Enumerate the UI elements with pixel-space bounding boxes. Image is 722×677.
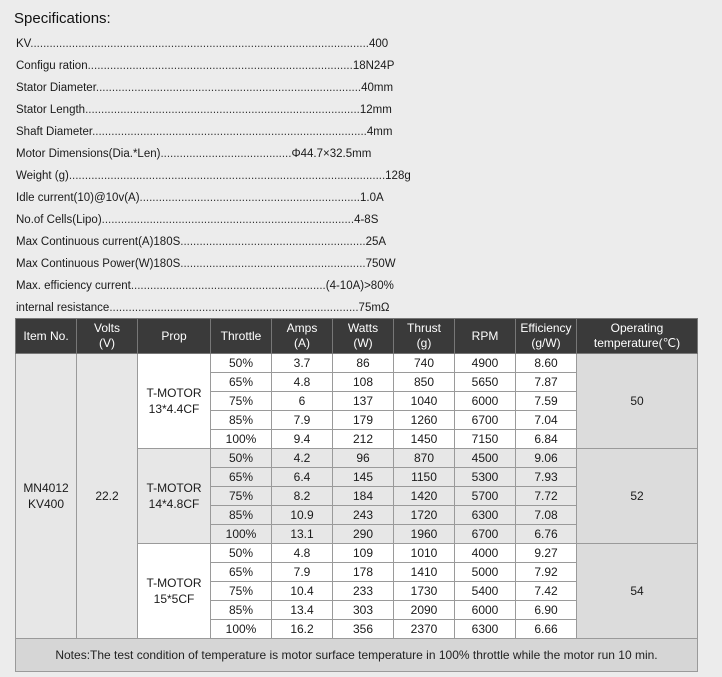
spec-leader-dots: ...................................................................................................	[68, 170, 386, 182]
rpm-cell: 5000	[455, 563, 516, 582]
header-watts: Watts (W)	[333, 319, 394, 354]
temperature-cell: 52	[577, 449, 698, 544]
thrust-cell: 1720	[394, 506, 455, 525]
prop-brand: T-MOTOR	[146, 386, 202, 400]
thrust-cell: 1420	[394, 487, 455, 506]
throttle-cell: 75%	[211, 582, 272, 601]
rpm-cell: 6000	[455, 392, 516, 411]
thrust-cell: 740	[394, 354, 455, 373]
throttle-cell: 100%	[211, 525, 272, 544]
eff-cell: 7.72	[516, 487, 577, 506]
thrust-cell: 1730	[394, 582, 455, 601]
amps-cell: 9.4	[272, 430, 333, 449]
spec-label: Idle current(10)@10v(A)	[16, 192, 140, 204]
eff-cell: 9.27	[516, 544, 577, 563]
watts-cell: 108	[333, 373, 394, 392]
eff-cell: 6.66	[516, 620, 577, 639]
watts-cell: 179	[333, 411, 394, 430]
eff-cell: 7.08	[516, 506, 577, 525]
eff-cell: 7.93	[516, 468, 577, 487]
amps-cell: 4.8	[272, 373, 333, 392]
thrust-cell: 1260	[394, 411, 455, 430]
spec-row	[16, 99, 396, 121]
spec-label: No.of Cells(Lipo)	[16, 214, 102, 226]
spec-leader-dots: ..............................................................................	[109, 302, 359, 314]
prop-cell	[138, 449, 211, 544]
watts-cell: 178	[333, 563, 394, 582]
rpm-cell: 5300	[455, 468, 516, 487]
thrust-cell: 2370	[394, 620, 455, 639]
throttle-cell: 50%	[211, 354, 272, 373]
spec-leader-dots: ...................................................................................	[95, 82, 362, 94]
spec-leader-dots: ..........................................................	[180, 258, 366, 270]
thrust-cell: 1150	[394, 468, 455, 487]
spec-value: 750W	[365, 258, 396, 270]
spec-value: Φ44.7×32.5mm	[291, 148, 372, 160]
temperature-cell: 54	[577, 544, 698, 639]
prop-brand: T-MOTOR	[146, 576, 202, 590]
rpm-cell: 6000	[455, 601, 516, 620]
spec-row	[16, 231, 396, 253]
rpm-cell: 4500	[455, 449, 516, 468]
watts-cell: 145	[333, 468, 394, 487]
throttle-cell: 85%	[211, 506, 272, 525]
spec-value: 128g	[385, 170, 411, 182]
spec-value: 40mm	[361, 82, 394, 94]
rpm-cell: 5400	[455, 582, 516, 601]
performance-table	[15, 318, 698, 672]
spec-value: 25A	[365, 236, 387, 248]
table-header-row	[16, 319, 698, 354]
watts-cell: 212	[333, 430, 394, 449]
prop-brand: T-MOTOR	[146, 481, 202, 495]
spec-leader-dots: .............................................................	[130, 280, 326, 292]
header-efficiency: Efficiency (g/W)	[516, 319, 577, 354]
spec-label: Max Continuous current(A)180S	[16, 236, 181, 248]
spec-leader-dots: ......................................................................................	[85, 104, 360, 116]
spec-row	[16, 209, 396, 231]
rpm-cell: 4000	[455, 544, 516, 563]
spec-leader-dots: ...................................................................................	[87, 60, 353, 72]
amps-cell: 10.9	[272, 506, 333, 525]
item-number-line1: MN4012	[23, 481, 69, 495]
thrust-cell: 1040	[394, 392, 455, 411]
throttle-cell: 75%	[211, 487, 272, 506]
throttle-cell: 65%	[211, 468, 272, 487]
eff-cell: 7.04	[516, 411, 577, 430]
throttle-cell: 65%	[211, 373, 272, 392]
spec-row	[16, 143, 396, 165]
rpm-cell: 5650	[455, 373, 516, 392]
watts-cell: 137	[333, 392, 394, 411]
spec-row	[16, 33, 396, 55]
eff-cell: 7.92	[516, 563, 577, 582]
thrust-cell: 1960	[394, 525, 455, 544]
thrust-cell: 850	[394, 373, 455, 392]
watts-cell: 290	[333, 525, 394, 544]
spec-value: 4mm	[366, 126, 393, 138]
amps-cell: 8.2	[272, 487, 333, 506]
amps-cell: 7.9	[272, 411, 333, 430]
prop-cell	[138, 354, 211, 449]
throttle-cell: 100%	[211, 620, 272, 639]
spec-leader-dots: ..........................................................................................................	[30, 38, 369, 50]
thrust-cell: 2090	[394, 601, 455, 620]
spec-label: Motor Dimensions(Dia.*Len)	[16, 148, 161, 160]
spec-leader-dots: ......................................................................................	[92, 126, 367, 138]
throttle-cell: 75%	[211, 392, 272, 411]
amps-cell: 13.1	[272, 525, 333, 544]
rpm-cell: 6300	[455, 506, 516, 525]
watts-cell: 109	[333, 544, 394, 563]
spec-label: Configu ration	[16, 60, 88, 72]
spec-leader-dots: .........................................	[160, 148, 292, 160]
item-number-line2: KV400	[27, 497, 65, 511]
item-number-cell	[16, 354, 77, 639]
eff-cell: 7.42	[516, 582, 577, 601]
spec-label: Stator Diameter	[16, 82, 96, 94]
spec-row	[16, 297, 396, 319]
amps-cell: 10.4	[272, 582, 333, 601]
spec-label: KV	[16, 38, 31, 50]
spec-label: Max Continuous Power(W)180S	[16, 258, 181, 270]
prop-size: 15*5CF	[153, 592, 195, 606]
amps-cell: 13.4	[272, 601, 333, 620]
spec-value: (4-10A)>80%	[325, 280, 394, 292]
spec-label: internal resistance	[16, 302, 110, 314]
thrust-cell: 1450	[394, 430, 455, 449]
watts-cell: 96	[333, 449, 394, 468]
amps-cell: 3.7	[272, 354, 333, 373]
spec-leader-dots: ...............................................................................	[101, 214, 355, 226]
spec-value: 18N24P	[352, 60, 395, 72]
rpm-cell: 6700	[455, 411, 516, 430]
throttle-cell: 85%	[211, 601, 272, 620]
spec-value: 75mΩ	[358, 302, 390, 314]
amps-cell: 4.8	[272, 544, 333, 563]
spec-row	[16, 165, 411, 187]
eff-cell: 7.87	[516, 373, 577, 392]
prop-size: 13*4.4CF	[148, 402, 200, 416]
spec-row	[16, 187, 396, 209]
header-volts: Volts (V)	[77, 319, 138, 354]
spec-value: 4-8S	[354, 214, 379, 226]
spec-list	[16, 33, 411, 319]
spec-label: Shaft Diameter	[16, 126, 93, 138]
spec-row	[16, 275, 396, 297]
eff-cell: 6.84	[516, 430, 577, 449]
eff-cell: 8.60	[516, 354, 577, 373]
header-temperature: Operating temperature(℃)	[577, 319, 698, 354]
spec-label: Weight (g)	[16, 170, 69, 182]
watts-cell: 233	[333, 582, 394, 601]
thrust-cell: 870	[394, 449, 455, 468]
watts-cell: 243	[333, 506, 394, 525]
throttle-cell: 50%	[211, 544, 272, 563]
amps-cell: 4.2	[272, 449, 333, 468]
spec-row	[16, 253, 396, 275]
spec-label: Stator Length	[16, 104, 86, 116]
notes-row	[16, 639, 698, 672]
rpm-cell: 7150	[455, 430, 516, 449]
eff-cell: 6.76	[516, 525, 577, 544]
watts-cell: 184	[333, 487, 394, 506]
header-thrust: Thrust (g)	[394, 319, 455, 354]
spec-value: 12mm	[359, 104, 392, 116]
throttle-cell: 50%	[211, 449, 272, 468]
throttle-cell: 100%	[211, 430, 272, 449]
amps-cell: 16.2	[272, 620, 333, 639]
spec-leader-dots: ..........................................................	[180, 236, 366, 248]
amps-cell: 7.9	[272, 563, 333, 582]
spec-row	[16, 77, 396, 99]
spec-row	[16, 55, 396, 77]
header-prop: Prop	[138, 319, 211, 354]
rpm-cell: 6700	[455, 525, 516, 544]
volts-cell: 22.2	[77, 354, 138, 639]
header-rpm: RPM	[455, 319, 516, 354]
prop-cell	[138, 544, 211, 639]
eff-cell: 6.90	[516, 601, 577, 620]
thrust-cell: 1010	[394, 544, 455, 563]
table-row	[16, 354, 698, 373]
rpm-cell: 4900	[455, 354, 516, 373]
header-throttle: Throttle	[211, 319, 272, 354]
throttle-cell: 65%	[211, 563, 272, 582]
eff-cell: 9.06	[516, 449, 577, 468]
spec-value: 1.0A	[360, 192, 384, 204]
watts-cell: 303	[333, 601, 394, 620]
spec-leader-dots: .....................................................................	[139, 192, 360, 204]
watts-cell: 356	[333, 620, 394, 639]
thrust-cell: 1410	[394, 563, 455, 582]
spec-row	[16, 121, 396, 143]
eff-cell: 7.59	[516, 392, 577, 411]
amps-cell: 6	[272, 392, 333, 411]
watts-cell: 86	[333, 354, 394, 373]
notes-text: Notes:The test condition of temperature is motor surface temperature in 100% throttle while the motor run 10 min.	[16, 639, 698, 672]
throttle-cell: 85%	[211, 411, 272, 430]
spec-value: 400	[368, 38, 389, 50]
specifications-heading: Specifications:	[14, 10, 111, 27]
header-item: Item No.	[16, 319, 77, 354]
spec-label: Max. efficiency current	[16, 280, 131, 292]
rpm-cell: 6300	[455, 620, 516, 639]
rpm-cell: 5700	[455, 487, 516, 506]
prop-size: 14*4.8CF	[148, 497, 200, 511]
temperature-cell: 50	[577, 354, 698, 449]
header-amps: Amps (A)	[272, 319, 333, 354]
amps-cell: 6.4	[272, 468, 333, 487]
